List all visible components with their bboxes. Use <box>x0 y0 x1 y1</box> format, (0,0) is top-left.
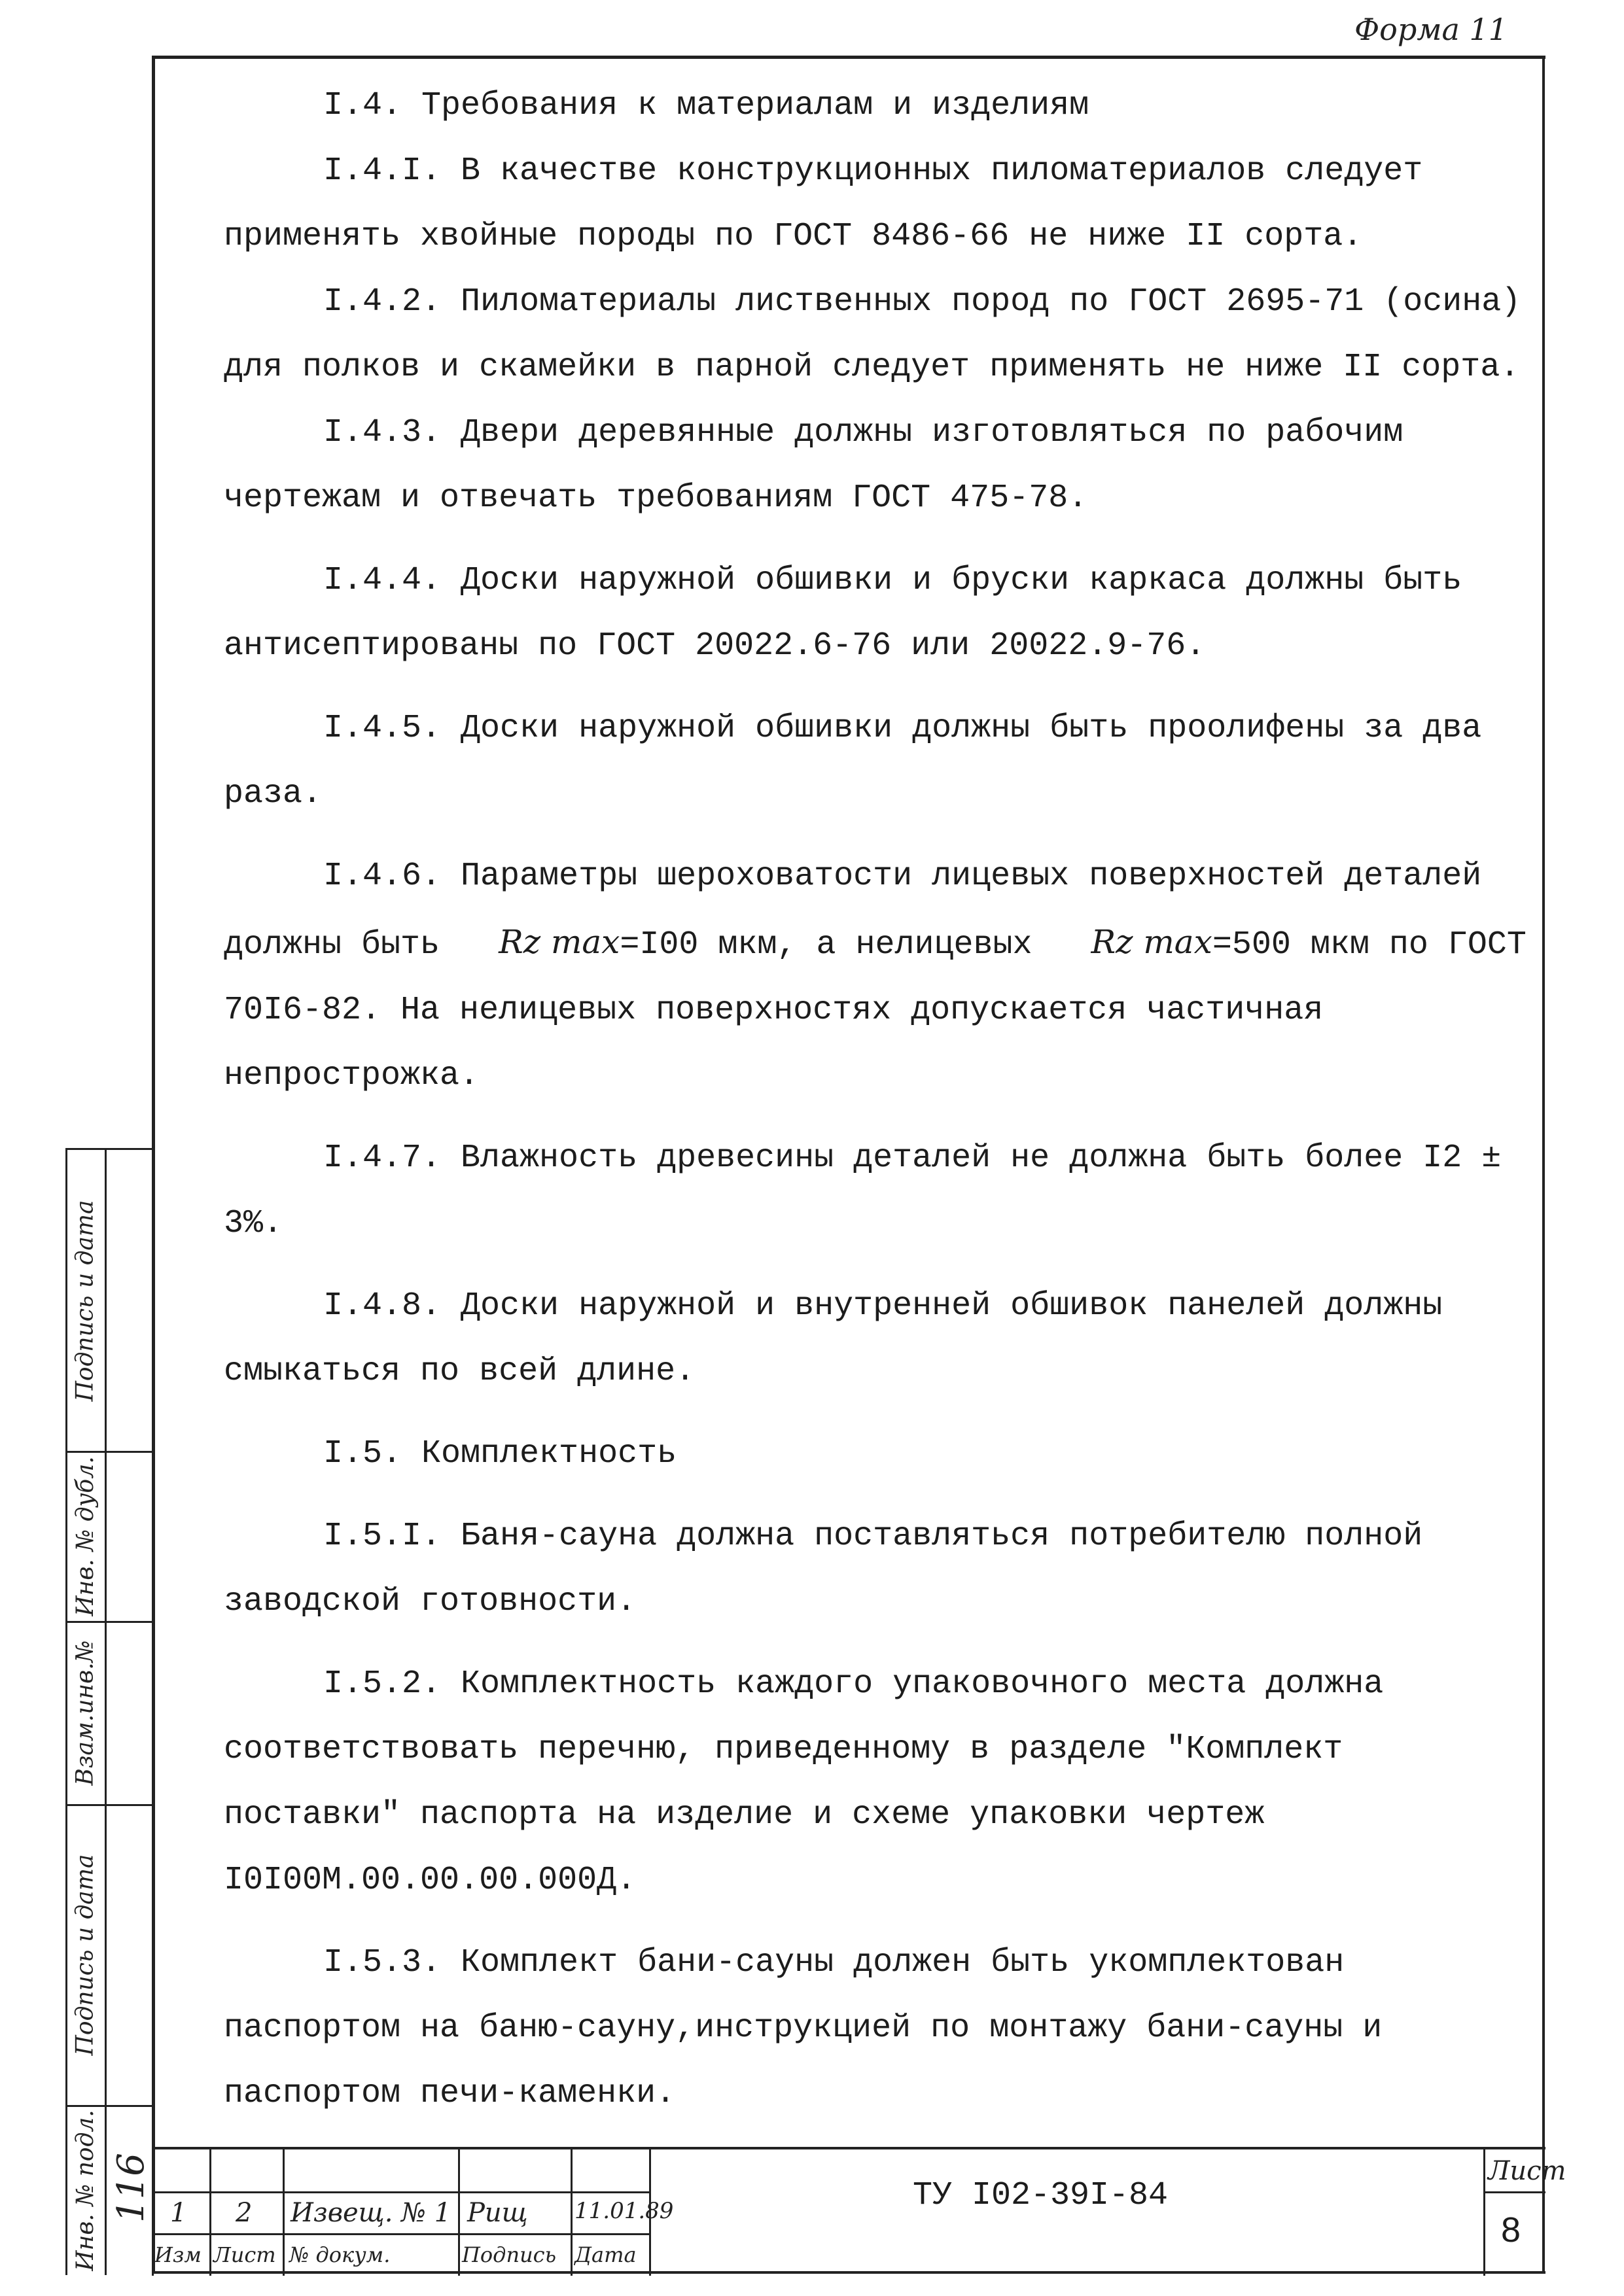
clause-1-4-6-part-a: I.4.6. Параметры шероховатости лицевых поверхностей деталей должны быть <box>224 858 1482 964</box>
sheet-label: Лист <box>1488 2156 1566 2186</box>
title-block <box>152 2147 1566 2276</box>
clause-1-4-5: I.4.5. Доски наружной обшивки должны быть проолифены за два раза. <box>224 710 1482 812</box>
form-number-label: Форма 11 <box>1354 12 1508 47</box>
col-header-sheet: Лист <box>213 2242 276 2267</box>
clause-1-5-3: I.5.3. Комплект бани-сауны должен быть укомплектован паспортом на баню-сауну,инструкцией по монтажу бани-сауны и паспортом печи-каменки. <box>224 1944 1383 2112</box>
col-header-change: Изм <box>154 2242 202 2267</box>
rev-change-no: 1 <box>170 2198 187 2228</box>
document-body <box>224 73 1532 2127</box>
rev-signature: Рищ <box>467 2198 528 2228</box>
clause-1-4-2: I.4.2. Пиломатериалы лиственных пород по ГОСТ 2695-71 (осина) для полков и скамейки в парной следует применять не ниже II сорта. <box>224 283 1521 386</box>
document-code: ТУ I02-39I-84 <box>913 2177 1169 2214</box>
clause-1-4-6-part-c: =500 мкм по ГОСТ 70I6-82. На нелицевых поверхностях допускается частичная непрострожка. <box>224 926 1527 1094</box>
clause-1-4-4: I.4.4. Доски наружной обшивки и бруски каркаса должны быть антисептированы по ГОСТ 20022.6-76 или 20022.9-76. <box>224 562 1462 665</box>
strip-label-dup-inv: Инв. № дубл. <box>71 1455 99 1616</box>
frame-border-right <box>1542 56 1545 2273</box>
left-registration-strip <box>65 1148 152 2275</box>
frame-border-left <box>152 56 155 2273</box>
section-heading-1-5: I.5. Комплектность <box>323 1435 677 1472</box>
clause-1-4-6 <box>224 844 1532 1109</box>
strip-label-signature-date-1: Подпись и дата <box>71 1200 99 1401</box>
sheet-number: 8 <box>1501 2210 1521 2250</box>
strip-inv-number: 116 <box>110 2153 152 2223</box>
roughness-symbol-face: Rz max <box>499 923 620 961</box>
strip-label-signature-date-2: Подпись и дата <box>71 1854 99 2055</box>
clause-1-5-2: I.5.2. Комплектность каждого упаковочного места должна соответствовать перечню, приведенному в разделе "Комплект поставки" паспорта на изделие и схеме упаковки чертеж I0I00М.00.00.00.000Д. <box>224 1665 1384 1899</box>
col-header-signature: Подпись <box>462 2242 557 2267</box>
clause-1-5-1: I.5.I. Баня-сауна должна поставляться потребителю полной заводской готовности. <box>224 1518 1423 1620</box>
strip-label-replaced-inv: Взам.инв.№ <box>71 1639 99 1786</box>
strip-label-original-inv: Инв. № подл. <box>71 2109 99 2271</box>
clause-1-4-1: I.4.I. В качестве конструкционных пиломатериалов следует применять хвойные породы по ГОСТ 8486-66 не ниже II сорта. <box>224 152 1423 255</box>
clause-1-4-7: I.4.7. Влажность древесины деталей не должна быть более I2 ± 3%. <box>224 1139 1502 1242</box>
clause-1-4-6-part-b: =I00 мкм, а нелицевых <box>620 926 1033 964</box>
section-heading-1-4: I.4. Требования к материалам и изделиям <box>323 87 1089 124</box>
col-header-date: Дата <box>574 2242 637 2267</box>
frame-border-top <box>152 56 1545 59</box>
rev-sheet-no: 2 <box>236 2198 253 2228</box>
clause-1-4-3: I.4.3. Двери деревянные должны изготовляться по рабочим чертежам и отвечать требованиям ГОСТ 475-78. <box>224 414 1403 517</box>
clause-1-4-8: I.4.8. Доски наружной и внутренней обшивок панелей должны смыкаться по всей длине. <box>224 1287 1443 1390</box>
rev-date: 11.01.89 <box>574 2198 674 2224</box>
roughness-symbol-nonface: Rz max <box>1091 923 1212 961</box>
rev-doc-no: Извещ. № 1 <box>291 2198 451 2228</box>
col-header-doc-no: № докум. <box>289 2242 391 2267</box>
